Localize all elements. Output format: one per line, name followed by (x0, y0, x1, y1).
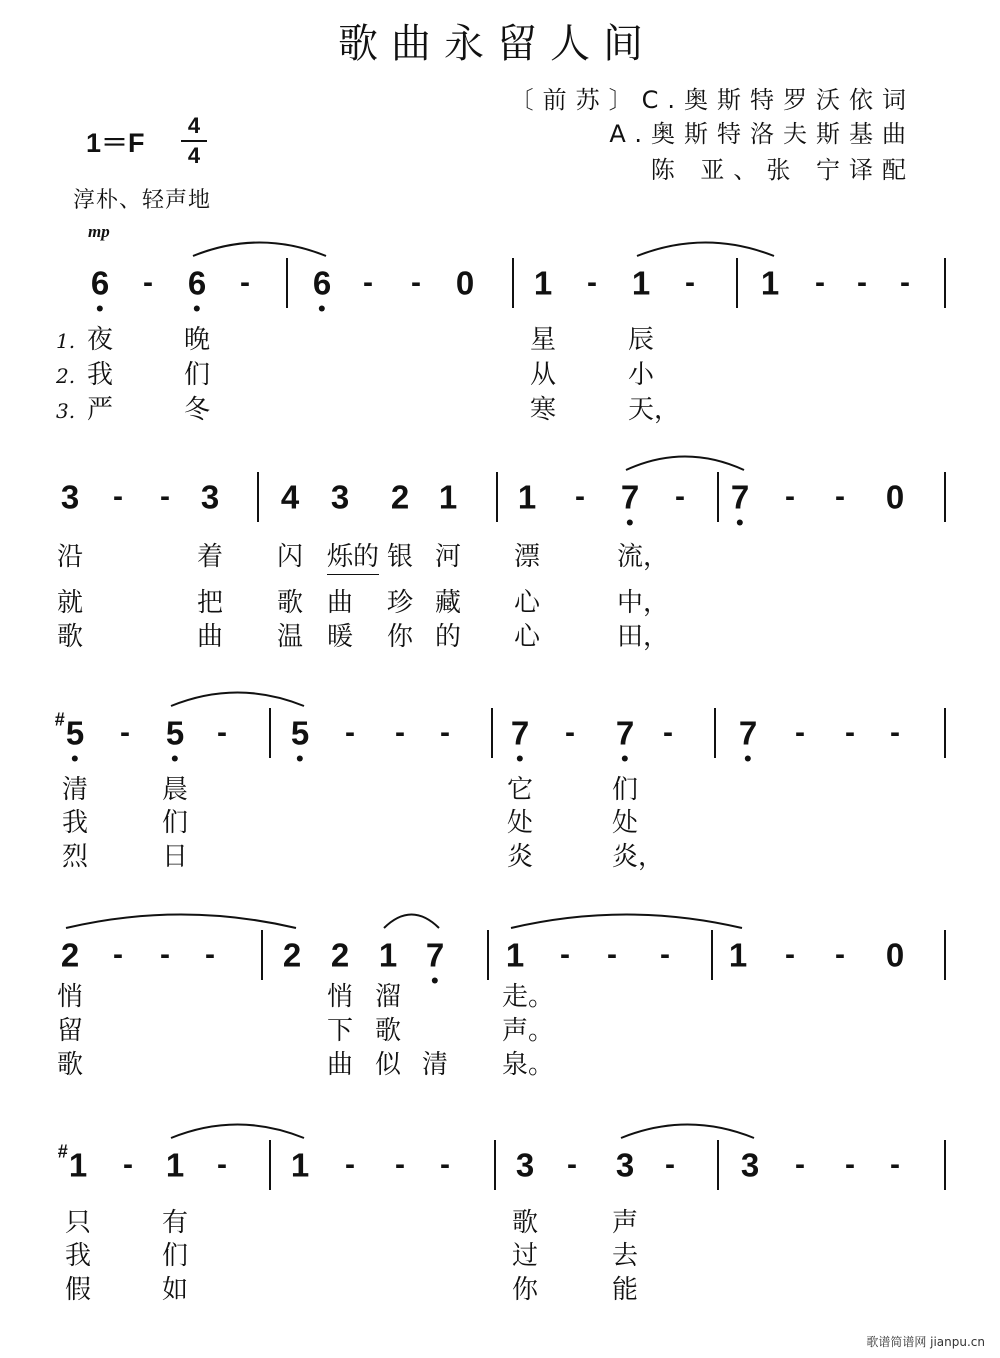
note-digit: 7 (730, 478, 750, 516)
note-digit: 7 (738, 714, 758, 752)
tie-arc (171, 1125, 304, 1139)
rest: 0 (885, 936, 905, 974)
note: 2 (330, 936, 350, 974)
tie-arc (621, 1125, 754, 1139)
bar-line (944, 930, 946, 980)
extension-dash: - (345, 1148, 355, 1181)
extension-dash: - (890, 1148, 900, 1181)
lyric-syllable: 辰 (628, 325, 655, 355)
bar-line (736, 258, 738, 308)
extension-dash: - (160, 938, 170, 971)
lyric-syllable: 烈 (62, 842, 89, 872)
extension-dash: - (120, 716, 130, 749)
extension-dash: - (560, 938, 570, 971)
note-digit: 5 (165, 714, 185, 752)
time-signature (181, 114, 207, 168)
lyric-syllable: 你 (387, 622, 414, 652)
lyric-syllable: 处 (507, 808, 534, 838)
note (165, 714, 185, 752)
lyric-syllable: 把 (197, 588, 224, 618)
lyric-syllable: 溜 (375, 982, 402, 1012)
note-digit: 6 (187, 264, 207, 302)
extension-dash: - (240, 266, 250, 299)
low-octave-dot (72, 756, 78, 762)
lyric-syllable: 过 (512, 1241, 539, 1271)
note (290, 714, 310, 752)
note: 1 (378, 936, 398, 974)
note-digit: 7 (510, 714, 530, 752)
bar-line (512, 258, 514, 308)
extension-dash: - (363, 266, 373, 299)
note (90, 264, 110, 302)
note-digit: 6 (90, 264, 110, 302)
lyric-syllable: 暖 (327, 622, 354, 652)
lyric-syllable: 有 (162, 1208, 189, 1238)
tie-arc (511, 915, 742, 929)
bar-line (494, 1140, 496, 1190)
bar-line (717, 472, 719, 522)
low-octave-dot (745, 756, 751, 762)
note-glyph (615, 714, 635, 752)
note: 3 (200, 478, 220, 516)
dynamic-marking: mp (88, 222, 110, 241)
lyric-syllable: 曲 (327, 1050, 354, 1080)
lyric-syllable: 歌 (57, 1050, 84, 1080)
note-glyph (730, 478, 750, 516)
extension-dash: - (785, 938, 795, 971)
low-octave-dot (622, 756, 628, 762)
lyric-syllable: 们 (184, 360, 211, 390)
lyric-syllable: 流， (617, 542, 670, 572)
bar-line (261, 930, 263, 980)
lyric-syllable: 只 (65, 1208, 92, 1238)
extension-dash: - (685, 266, 695, 299)
lyric-syllable: 藏 (435, 588, 462, 618)
extension-dash: - (160, 480, 170, 513)
extension-dash: - (113, 480, 123, 513)
note: 1 (728, 936, 748, 974)
note-digit: 6 (312, 264, 332, 302)
low-octave-dot (97, 306, 103, 312)
extension-dash: - (795, 716, 805, 749)
tie-arc (193, 243, 326, 257)
lyric-syllable: 假 (65, 1275, 92, 1305)
lyric-syllable: 曲 (197, 622, 224, 652)
note: 1 (533, 264, 553, 302)
lyric-syllable: 烁的 (327, 543, 379, 575)
extension-dash: - (205, 938, 215, 971)
note-glyph (510, 714, 530, 752)
lyric-syllable: 歌 (512, 1208, 539, 1238)
low-octave-dot (432, 978, 438, 984)
lyric-syllable: 日 (162, 842, 189, 872)
tie-arc (626, 457, 744, 471)
lyric-syllable: 曲 (327, 588, 354, 618)
lyric-syllable: 们 (162, 808, 189, 838)
extension-dash: - (663, 716, 673, 749)
lyric-syllable: 们 (612, 775, 639, 805)
rest: 0 (455, 264, 475, 302)
tie-arc (637, 243, 774, 257)
lyric-syllable: 我 (65, 1241, 92, 1271)
translator-credit: 陈 亚、张 宁译配 (650, 156, 915, 184)
lyric-syllable: 心 (514, 588, 541, 618)
lyric-syllable: 歌 (57, 622, 84, 652)
extension-dash: - (607, 938, 617, 971)
extension-dash: - (395, 1148, 405, 1181)
lyric-syllable: 漂 (514, 542, 541, 572)
note: 3 (740, 1146, 760, 1184)
lyric-syllable: 中， (617, 588, 670, 618)
lyric-syllable: 小 (628, 360, 655, 390)
note: 1 (438, 478, 458, 516)
note (730, 478, 750, 516)
low-octave-dot (172, 756, 178, 762)
note (425, 936, 445, 974)
note-glyph (90, 264, 110, 302)
bar-line (257, 472, 259, 522)
lyric-syllable: 留 (57, 1016, 84, 1046)
time-signature-line (181, 140, 207, 142)
extension-dash: - (411, 266, 421, 299)
lyric-syllable: 清 (422, 1050, 449, 1080)
extension-dash: - (835, 938, 845, 971)
note (510, 714, 530, 752)
low-octave-dot (737, 520, 743, 526)
bar-line (944, 708, 946, 758)
note: 3 (615, 1146, 635, 1184)
note: 3 (330, 478, 350, 516)
lyric-syllable: 下 (327, 1016, 354, 1046)
note (54, 709, 85, 752)
extension-dash: - (113, 938, 123, 971)
note (57, 1141, 88, 1184)
lyric-syllable: 如 (162, 1275, 189, 1305)
lyric-syllable: 天， (628, 395, 681, 425)
extension-dash: - (565, 716, 575, 749)
tie-arc (171, 693, 304, 707)
lyric-syllable: 声。 (502, 1016, 555, 1046)
bar-line (487, 930, 489, 980)
bar-line (286, 258, 288, 308)
bar-line (269, 708, 271, 758)
lyric-syllable: 沿 (57, 542, 84, 572)
extension-dash: - (345, 716, 355, 749)
composer-credit: A.奥斯特洛夫斯基曲 (609, 120, 915, 148)
bar-line (944, 1140, 946, 1190)
extension-dash: - (857, 266, 867, 299)
lyric-syllable: 心 (514, 622, 541, 652)
note (312, 264, 332, 302)
note-digit: 7 (620, 478, 640, 516)
extension-dash: - (675, 480, 685, 513)
lyric-syllable: 它 (507, 775, 534, 805)
lyric-syllable: 寒 (530, 395, 557, 425)
extension-dash: - (440, 1148, 450, 1181)
lyric-syllable: 田， (617, 622, 670, 652)
lyric-syllable: 从 (530, 360, 557, 390)
note: 3 (60, 478, 80, 516)
note: 1 (517, 478, 537, 516)
bar-line (944, 472, 946, 522)
lyric-syllable: 闪 (277, 542, 304, 572)
note: 2 (390, 478, 410, 516)
verse-number: 1. (56, 329, 76, 353)
low-octave-dot (194, 306, 200, 312)
lyric-syllable: 冬 (184, 395, 211, 425)
low-octave-dot (627, 520, 633, 526)
rest: 0 (885, 478, 905, 516)
sharp-sign: # (57, 1141, 68, 1162)
extension-dash: - (900, 266, 910, 299)
extension-dash: - (217, 716, 227, 749)
time-signature-beats: 4 (187, 113, 201, 138)
song-title: 歌曲永留人间 (338, 21, 656, 67)
bar-line (711, 930, 713, 980)
low-octave-dot (517, 756, 523, 762)
extension-dash: - (890, 716, 900, 749)
note: 4 (280, 478, 300, 516)
extension-dash: - (785, 480, 795, 513)
lyric-syllable: 珍 (387, 588, 414, 618)
extension-dash: - (795, 1148, 805, 1181)
lyric-syllable: 清 (62, 775, 89, 805)
note: 1 (290, 1146, 310, 1184)
lyric-syllable: 声 (612, 1208, 639, 1238)
note: 1 (760, 264, 780, 302)
extension-dash: - (217, 1148, 227, 1181)
bar-line (491, 708, 493, 758)
note (615, 714, 635, 752)
extension-dash: - (567, 1148, 577, 1181)
note-glyph (165, 714, 185, 752)
bar-line (496, 472, 498, 522)
note: 2 (282, 936, 302, 974)
lyric-syllable: 晨 (162, 775, 189, 805)
extension-dash: - (575, 480, 585, 513)
note: 3 (515, 1146, 535, 1184)
extension-dash: - (587, 266, 597, 299)
note-digit: 7 (615, 714, 635, 752)
low-octave-dot (319, 306, 325, 312)
bar-line (717, 1140, 719, 1190)
note-digit: 1 (68, 1146, 88, 1184)
note (187, 264, 207, 302)
note-glyph (187, 264, 207, 302)
lyric-syllable: 能 (612, 1275, 639, 1305)
sharp-sign: # (54, 709, 65, 730)
extension-dash: - (143, 266, 153, 299)
lyric-syllable: 着 (197, 542, 224, 572)
extension-dash: - (815, 266, 825, 299)
note: 1 (165, 1146, 185, 1184)
expression-marking: 淳朴、轻声地 (73, 188, 212, 213)
verse-number: 2. (56, 364, 76, 388)
bar-line (944, 258, 946, 308)
note-glyph (57, 1141, 88, 1184)
bar-line (269, 1140, 271, 1190)
lyric-syllable: 似 (375, 1050, 402, 1080)
lyric-syllable: 我 (62, 808, 89, 838)
lyric-syllable: 悄 (57, 982, 84, 1012)
lyric-syllable: 夜 (87, 325, 114, 355)
note-glyph (290, 714, 310, 752)
lyric-syllable: 走。 (502, 982, 555, 1012)
lyric-syllable: 去 (612, 1241, 639, 1271)
lyric-syllable: 我 (87, 360, 114, 390)
lyric-syllable: 晚 (184, 325, 211, 355)
note-glyph (738, 714, 758, 752)
lyric-syllable: 们 (162, 1241, 189, 1271)
extension-dash: - (845, 716, 855, 749)
extension-dash: - (845, 1148, 855, 1181)
note-glyph (620, 478, 640, 516)
verse-number: 3. (56, 399, 76, 423)
lyric-syllable: 炎， (612, 842, 665, 872)
lyric-syllable: 你 (512, 1275, 539, 1305)
lyric-syllable: 严 (87, 395, 114, 425)
lyric-syllable: 星 (530, 325, 557, 355)
extension-dash: - (665, 1148, 675, 1181)
extension-dash: - (123, 1148, 133, 1181)
lyric-syllable: 歌 (277, 588, 304, 618)
watermark: 歌谱简谱网 jianpu.cn (866, 1335, 985, 1349)
key-signature: 1＝F (86, 128, 145, 158)
extension-dash: - (660, 938, 670, 971)
lyric-syllable: 银 (387, 542, 414, 572)
lyric-syllable: 就 (57, 588, 84, 618)
note-glyph (425, 936, 445, 974)
lyric-syllable: 悄 (327, 982, 354, 1012)
tie-arc (384, 915, 439, 929)
note: 1 (505, 936, 525, 974)
note-digit: 5 (65, 714, 85, 752)
lyric-syllable: 河 (435, 542, 462, 572)
note (738, 714, 758, 752)
lyric-syllable: 炎 (507, 842, 534, 872)
extension-dash: - (395, 716, 405, 749)
note (620, 478, 640, 516)
note-digit: 7 (425, 936, 445, 974)
tie-arc (66, 915, 296, 929)
note: 2 (60, 936, 80, 974)
lyric-syllable: 温 (277, 622, 304, 652)
lyricist-credit: 〔前苏〕C.奥斯特罗沃依词 (509, 86, 915, 114)
lyric-syllable: 处 (612, 808, 639, 838)
lyric-syllable: 的 (435, 622, 462, 652)
bar-line (714, 708, 716, 758)
low-octave-dot (297, 756, 303, 762)
note-glyph (312, 264, 332, 302)
note: 1 (631, 264, 651, 302)
note-digit: 5 (290, 714, 310, 752)
extension-dash: - (835, 480, 845, 513)
extension-dash: - (440, 716, 450, 749)
time-signature-unit: 4 (187, 143, 201, 168)
lyric-syllable: 歌 (375, 1016, 402, 1046)
lyric-syllable: 泉。 (502, 1050, 555, 1080)
note-glyph (54, 709, 85, 752)
